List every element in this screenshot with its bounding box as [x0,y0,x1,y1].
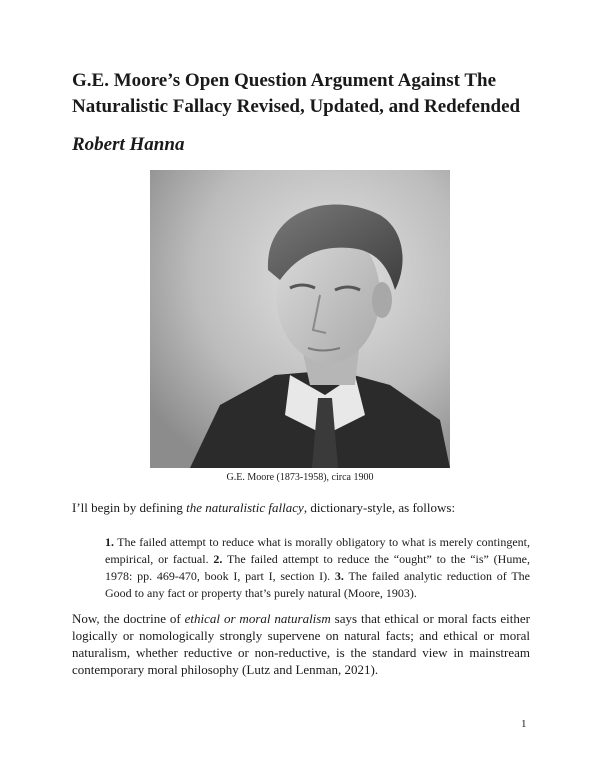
body-term: ethical or moral naturalism [184,611,331,626]
definition-number-3: 3. [334,569,344,583]
body-text-before: Now, the doctrine of [72,611,185,626]
intro-text-after: , dictionary-style, as follows: [303,500,456,515]
definition-text-2: The failed attempt to reduce the “ought” to the “is” (Hume, 1978: pp. 469-470, book I, part I, section I). [105,552,530,583]
title-line-2: Naturalistic Fallacy Revised, Updated, and Redefended [72,96,521,117]
definition-number-2: 2. [213,552,223,566]
figure-caption: G.E. Moore (1873-1958), circa 1900 [226,472,374,483]
paper-title [72,68,542,120]
page-number: 1 [521,718,527,730]
author-name: Robert Hanna [72,134,185,155]
portrait-photo [150,170,450,468]
definition-text-3: The failed analytic reduction of The Good to any fact or property that’s purely natural (Moore, 1903). [105,569,530,600]
intro-term: the naturalistic fallacy [186,500,304,515]
definition-blockquote [105,534,530,602]
intro-paragraph [72,499,530,516]
body-text-after: says that ethical or moral facts either logically or nomologically strongly supervene on natural facts; and ethical or moral naturalism, whether reductive or non-reductive, is the standard view in mainstream contemporary moral philosophy (Lutz and Lenman, 2021). [72,611,530,677]
definition-number-1: 1. [105,535,114,549]
title-line-1: G.E. Moore’s Open Question Argument Against The [72,70,497,91]
body-paragraph [72,610,530,678]
definition-text-1: The failed attempt to reduce what is morally obligatory to what is merely contingent, empirical, or factual. [105,535,530,566]
intro-text-before: I’ll begin by defining [72,500,187,515]
